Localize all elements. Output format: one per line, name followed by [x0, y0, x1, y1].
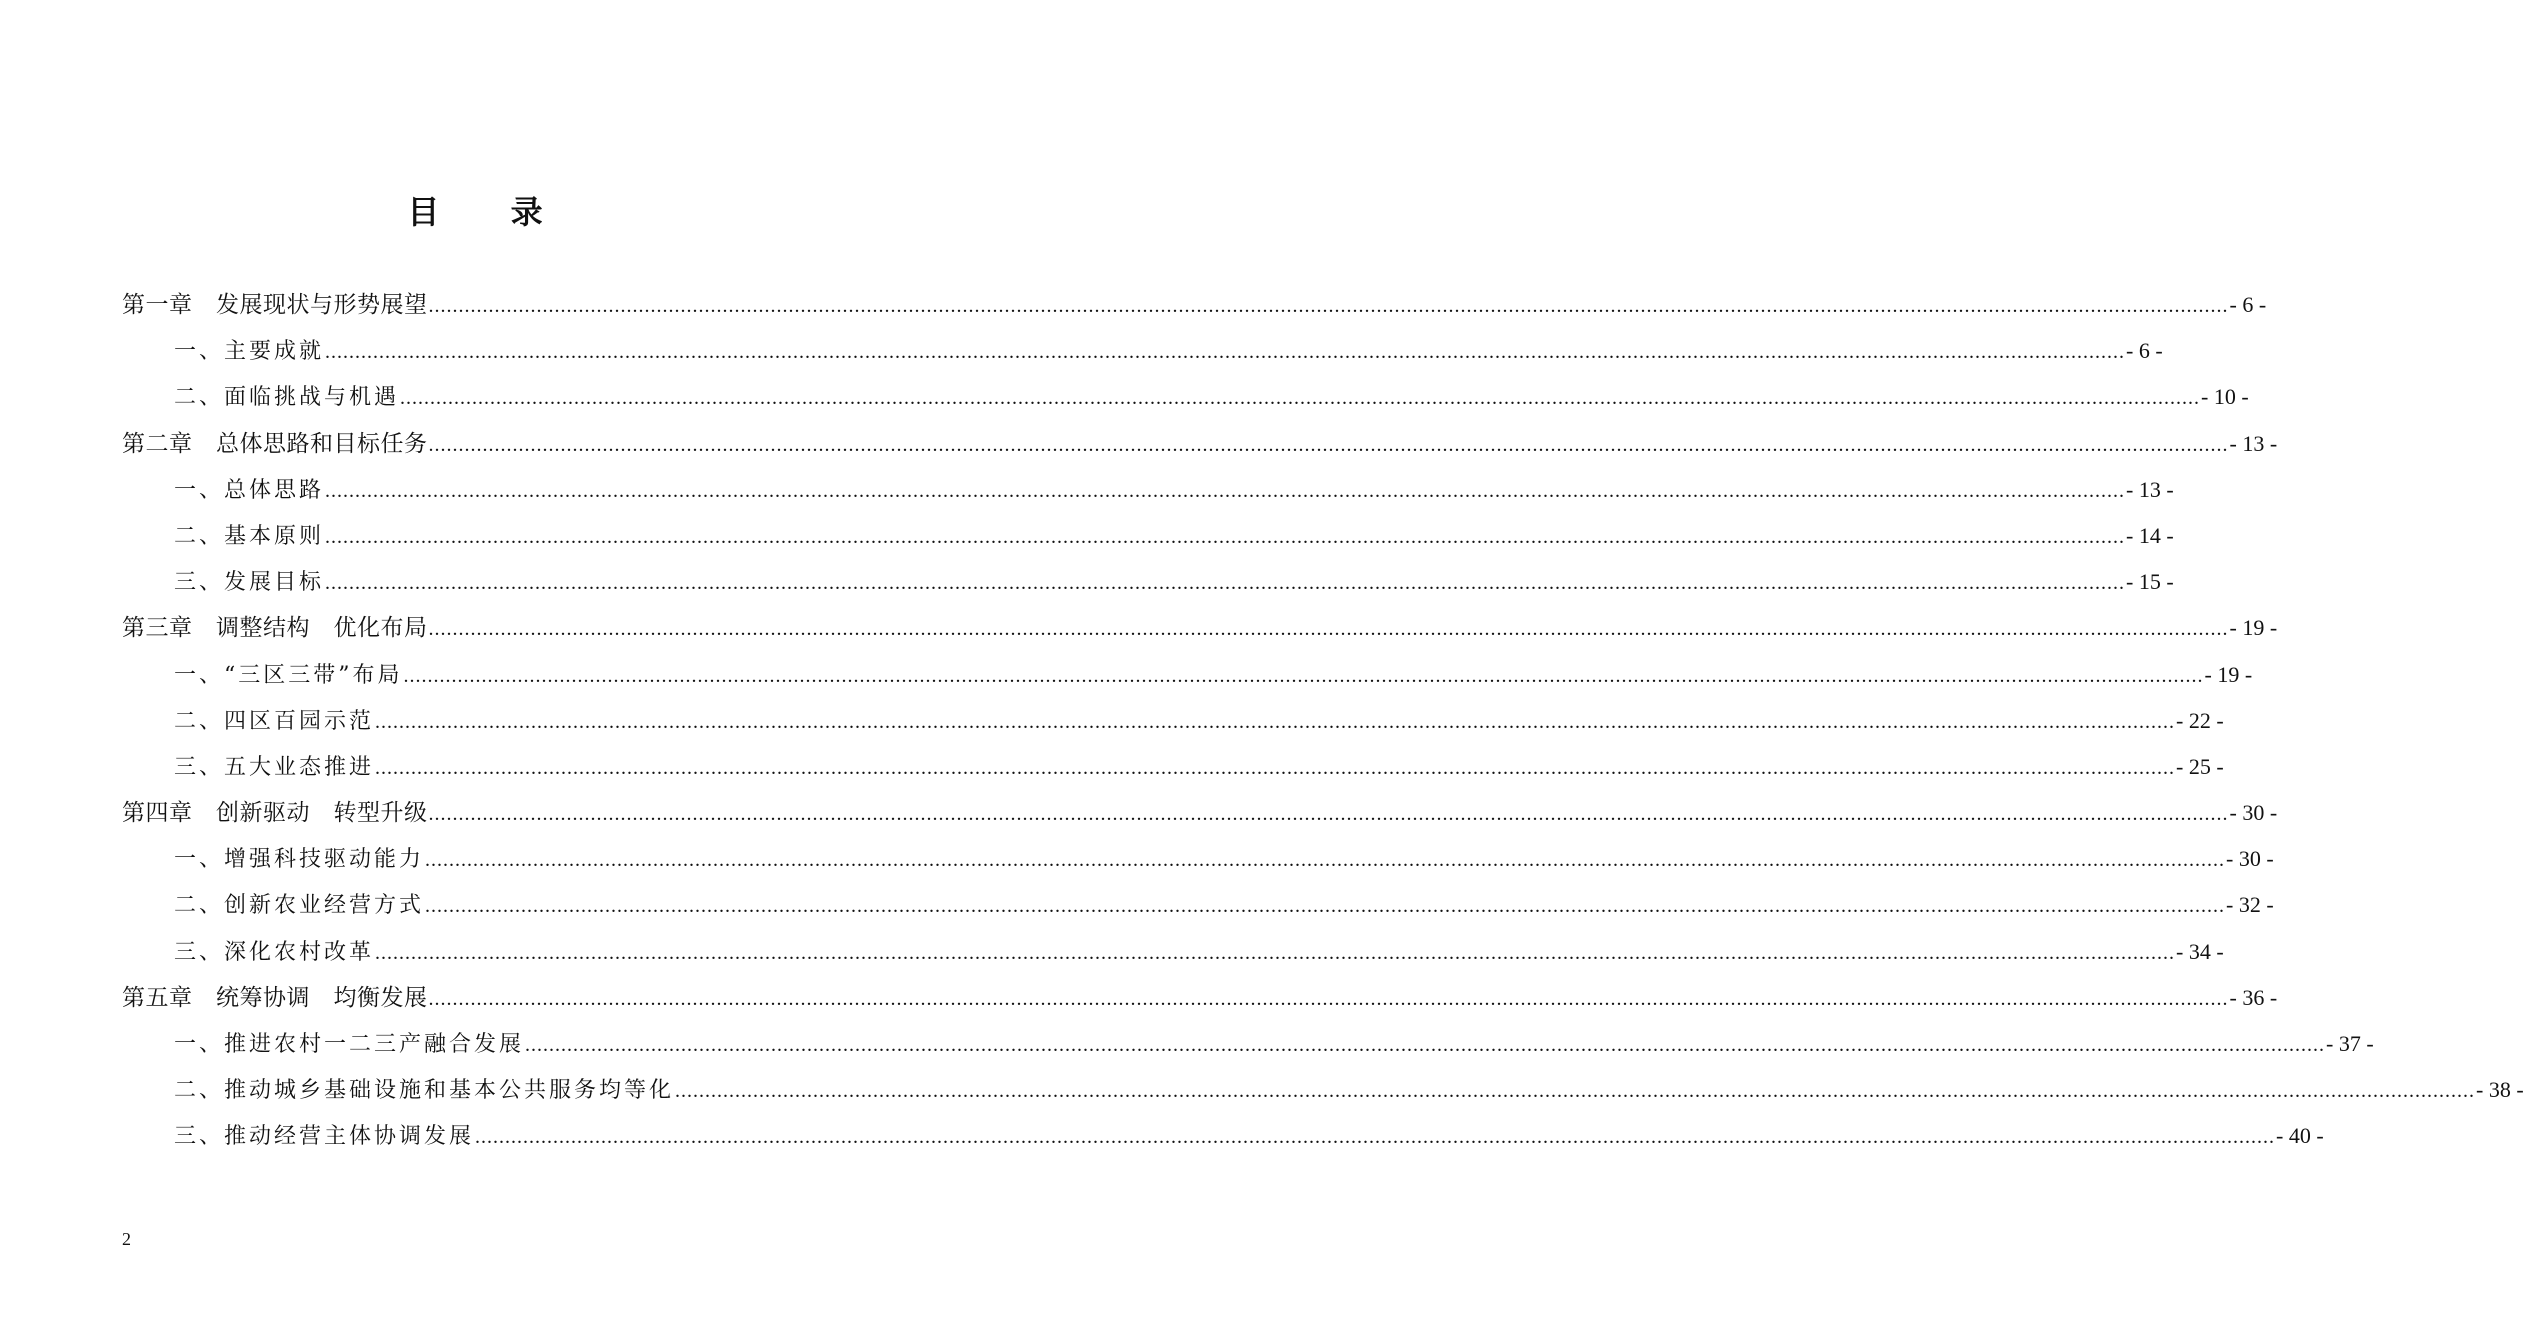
- dot-leader: ............................................................................................................................................................................................................................................................................................................: [375, 756, 2176, 779]
- toc-entry-label: 第五章 统筹协调 均衡发展: [122, 984, 428, 1011]
- dot-leader: ............................................................................................................................................................................................................................................................................................................: [400, 387, 2201, 410]
- toc-section-entry[interactable]: [122, 698, 2224, 744]
- toc-chapter-entry[interactable]: [122, 605, 2278, 651]
- toc-entry-page: - 13 -: [2229, 430, 2278, 456]
- toc-entry-label: 二、创新农业经营方式: [174, 893, 425, 919]
- page-number: 2: [122, 1229, 131, 1249]
- toc-title: 目 录: [407, 193, 573, 231]
- dot-leader: ............................................................................................................................................................................................................................................................................................................: [403, 664, 2204, 687]
- toc-section-entry[interactable]: [122, 1113, 2324, 1159]
- toc-entry-page: - 36 -: [2229, 984, 2278, 1010]
- dot-leader: ............................................................................................................................................................................................................................................................................................................: [428, 618, 2229, 641]
- toc-section-entry[interactable]: [122, 467, 2174, 513]
- dot-leader: ............................................................................................................................................................................................................................................................................................................: [325, 572, 2126, 595]
- toc-entry-label: 三、深化农村改革: [174, 939, 375, 965]
- dot-leader: ............................................................................................................................................................................................................................................................................................................: [425, 895, 2226, 918]
- dot-leader: ............................................................................................................................................................................................................................................................................................................: [675, 1080, 2476, 1103]
- toc-entry-page: - 22 -: [2176, 707, 2224, 733]
- toc-section-entry[interactable]: [122, 1021, 2374, 1067]
- toc-section-entry[interactable]: [122, 836, 2274, 882]
- toc-entry-label: 二、面临挑战与机遇: [174, 385, 400, 411]
- toc-entry-label: 三、五大业态推进: [174, 754, 375, 780]
- dot-leader: ............................................................................................................................................................................................................................................................................................................: [375, 941, 2176, 964]
- toc-entry-label: 第一章 发展现状与形势展望: [122, 292, 428, 318]
- toc-entry-label: 一、推进农村一二三产融合发展: [174, 1032, 525, 1057]
- toc-section-entry[interactable]: [122, 744, 2224, 790]
- toc-entry-page: - 25 -: [2176, 753, 2224, 779]
- toc-section-entry[interactable]: [122, 1067, 2524, 1113]
- toc-entry-page: - 14 -: [2126, 522, 2174, 548]
- toc-entry-label: 一、总体思路: [174, 477, 325, 503]
- toc-entry-label: 二、推动城乡基础设施和基本公共服务均等化: [174, 1078, 675, 1104]
- toc-entry-label: 三、推动经营主体协调发展: [174, 1124, 475, 1150]
- toc-entry-page: - 32 -: [2226, 892, 2274, 918]
- toc-entry-label: 第四章 创新驱动 转型升级: [122, 800, 428, 827]
- toc-entry-page: - 38 -: [2476, 1077, 2524, 1103]
- dot-leader: ............................................................................................................................................................................................................................................................................................................: [475, 1126, 2276, 1149]
- toc-chapter-entry[interactable]: [122, 790, 2278, 836]
- dot-leader: ............................................................................................................................................................................................................................................................................................................: [325, 341, 2126, 364]
- toc-entry-label: 三、发展目标: [174, 570, 325, 596]
- toc-entry-page: - 19 -: [2229, 615, 2278, 641]
- dot-leader: ............................................................................................................................................................................................................................................................................................................: [428, 803, 2229, 826]
- toc-entry-page: - 15 -: [2126, 569, 2174, 595]
- dot-leader: ............................................................................................................................................................................................................................................................................................................: [375, 710, 2176, 733]
- dot-leader: ............................................................................................................................................................................................................................................................................................................: [325, 525, 2126, 548]
- toc-section-entry[interactable]: [122, 328, 2163, 374]
- toc-section-entry[interactable]: [122, 652, 2253, 698]
- toc-entry-page: - 37 -: [2326, 1031, 2374, 1056]
- toc-entry-label: 二、基本原则: [174, 523, 325, 549]
- dot-leader: ............................................................................................................................................................................................................................................................................................................: [325, 479, 2126, 502]
- toc-section-entry[interactable]: [122, 929, 2224, 975]
- toc-section-entry[interactable]: [122, 513, 2174, 559]
- toc-entry-page: - 6 -: [2126, 338, 2163, 364]
- toc-entry-label: 第三章 调整结构 优化布局: [122, 615, 428, 642]
- dot-leader: ............................................................................................................................................................................................................................................................................................................: [425, 849, 2226, 872]
- toc-entry-page: - 40 -: [2276, 1123, 2324, 1149]
- toc-entry-page: - 19 -: [2204, 661, 2253, 687]
- toc-entry-label: 第二章 总体思路和目标任务: [122, 430, 428, 457]
- toc-chapter-entry[interactable]: [122, 975, 2278, 1021]
- toc-entry-page: - 10 -: [2201, 384, 2249, 410]
- toc-entry-page: - 30 -: [2229, 800, 2278, 826]
- toc-entry-page: - 6 -: [2229, 292, 2267, 317]
- toc-entry-page: - 30 -: [2226, 846, 2274, 872]
- dot-leader: ............................................................................................................................................................................................................................................................................................................: [428, 433, 2229, 456]
- table-of-contents: [122, 282, 2524, 1160]
- toc-entry-page: - 13 -: [2126, 476, 2174, 502]
- dot-leader: ............................................................................................................................................................................................................................................................................................................: [428, 295, 2229, 317]
- toc-entry-label: 二、四区百园示范: [174, 708, 375, 734]
- dot-leader: ............................................................................................................................................................................................................................................................................................................: [525, 1034, 2326, 1056]
- toc-section-entry[interactable]: [122, 882, 2274, 928]
- toc-chapter-entry[interactable]: [122, 282, 2267, 328]
- toc-entry-label: 一、增强科技驱动能力: [174, 847, 425, 873]
- toc-entry-label: 一、主要成就: [174, 339, 325, 365]
- toc-section-entry[interactable]: [122, 374, 2249, 420]
- toc-chapter-entry[interactable]: [122, 421, 2278, 467]
- toc-entry-label: 一、“三区三带”布局: [174, 662, 403, 688]
- dot-leader: ............................................................................................................................................................................................................................................................................................................: [428, 987, 2229, 1010]
- toc-entry-page: - 34 -: [2176, 938, 2224, 964]
- toc-section-entry[interactable]: [122, 559, 2174, 605]
